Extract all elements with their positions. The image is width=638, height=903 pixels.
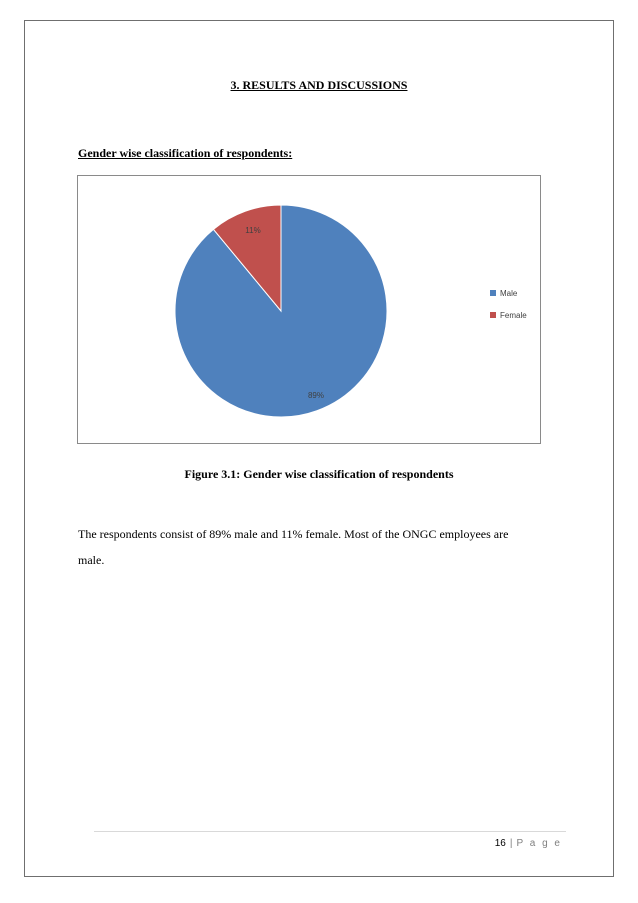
footer-separator: | <box>509 838 513 849</box>
page-footer <box>480 838 562 849</box>
body-line-1: The respondents consist of 89% male and 11% female. Most of the ONGC employees are <box>78 527 509 541</box>
data-label-female: 11% <box>245 226 261 236</box>
body-line-2: male. <box>78 553 105 567</box>
legend-label-female: Female <box>500 311 527 320</box>
body-paragraph <box>78 521 560 573</box>
pie-slices <box>175 205 387 417</box>
pie-chart <box>78 176 540 443</box>
figure-caption: Figure 3.1: Gender wise classification of respondents <box>184 467 454 481</box>
chart-legend <box>490 289 527 320</box>
legend-swatch-female <box>490 312 496 318</box>
section-heading: 3. RESULTS AND DISCUSSIONS <box>230 78 408 92</box>
legend-label-male: Male <box>500 289 518 298</box>
page-number: 16 <box>494 838 506 849</box>
data-label-male: 89% <box>307 391 325 400</box>
subsection-heading: Gender wise classification of respondents: <box>78 146 293 160</box>
footer-divider <box>94 831 566 832</box>
page-word: P a g e <box>516 838 562 849</box>
pie-chart-frame <box>77 175 541 444</box>
legend-swatch-male <box>490 290 496 296</box>
